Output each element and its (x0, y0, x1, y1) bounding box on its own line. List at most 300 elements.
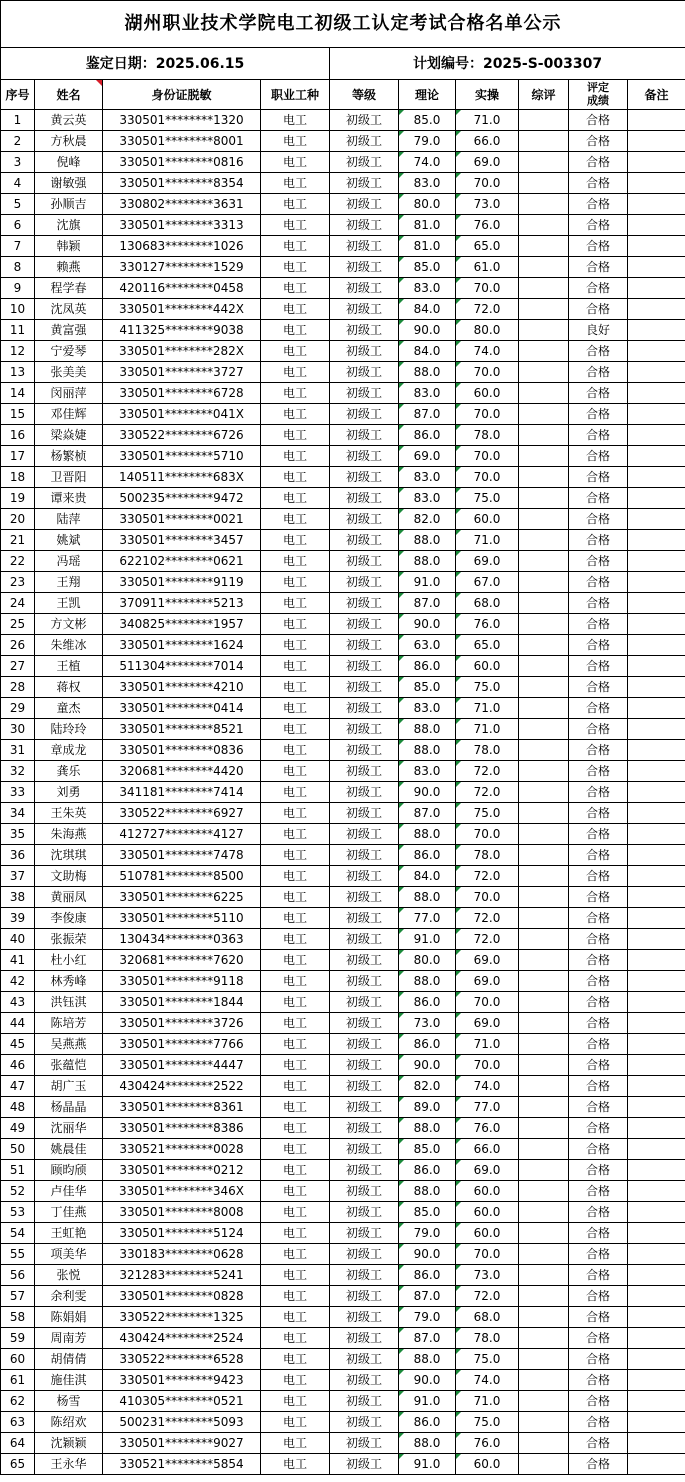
row-result: 合格 (569, 1265, 628, 1286)
row-name: 王翔 (35, 572, 103, 593)
row-remark (628, 530, 685, 551)
row-level: 初级工 (330, 110, 399, 131)
row-index: 21 (1, 530, 35, 551)
row-overall (519, 257, 569, 278)
row-practice-score: 60.0 (456, 1223, 519, 1244)
row-theory-score: 77.0 (399, 908, 456, 929)
row-theory-score: 83.0 (399, 698, 456, 719)
row-index: 38 (1, 887, 35, 908)
row-index: 17 (1, 446, 35, 467)
row-result: 合格 (569, 467, 628, 488)
row-level: 初级工 (330, 1286, 399, 1307)
row-overall (519, 1118, 569, 1139)
row-name: 王凯 (35, 593, 103, 614)
row-index: 23 (1, 572, 35, 593)
row-name: 杨雪 (35, 1391, 103, 1412)
row-occupation: 电工 (261, 1328, 330, 1349)
row-index: 42 (1, 971, 35, 992)
row-theory-score: 86.0 (399, 425, 456, 446)
row-occupation: 电工 (261, 572, 330, 593)
row-practice-score: 78.0 (456, 740, 519, 761)
row-level: 初级工 (330, 698, 399, 719)
row-occupation: 电工 (261, 425, 330, 446)
row-index: 58 (1, 1307, 35, 1328)
row-level: 初级工 (330, 929, 399, 950)
row-practice-score: 74.0 (456, 1370, 519, 1391)
row-occupation: 电工 (261, 404, 330, 425)
table-row (1, 1370, 685, 1391)
row-overall (519, 383, 569, 404)
row-id-masked: 330501********8354 (103, 173, 261, 194)
row-remark (628, 1013, 685, 1034)
row-occupation: 电工 (261, 1076, 330, 1097)
row-theory-score: 88.0 (399, 551, 456, 572)
row-remark (628, 194, 685, 215)
row-level: 初级工 (330, 950, 399, 971)
row-practice-score: 60.0 (456, 656, 519, 677)
row-overall (519, 1244, 569, 1265)
row-result: 合格 (569, 866, 628, 887)
row-practice-score: 69.0 (456, 551, 519, 572)
row-name: 宁爱琴 (35, 341, 103, 362)
row-id-masked: 330501********9423 (103, 1370, 261, 1391)
row-name: 程学春 (35, 278, 103, 299)
row-name: 陈娟娟 (35, 1307, 103, 1328)
row-result: 合格 (569, 1349, 628, 1370)
table-row (1, 740, 685, 761)
row-remark (628, 278, 685, 299)
row-remark (628, 404, 685, 425)
table-row (1, 761, 685, 782)
row-result: 合格 (569, 194, 628, 215)
table-row (1, 131, 685, 152)
row-theory-score: 80.0 (399, 194, 456, 215)
row-name: 周南芳 (35, 1328, 103, 1349)
row-remark (628, 1370, 685, 1391)
row-theory-score: 80.0 (399, 950, 456, 971)
row-result: 合格 (569, 740, 628, 761)
row-name: 方秋晨 (35, 131, 103, 152)
row-theory-score: 91.0 (399, 572, 456, 593)
row-remark (628, 173, 685, 194)
row-index: 29 (1, 698, 35, 719)
row-index: 64 (1, 1433, 35, 1454)
row-index: 1 (1, 110, 35, 131)
row-result: 合格 (569, 341, 628, 362)
row-practice-score: 70.0 (456, 887, 519, 908)
row-theory-score: 90.0 (399, 782, 456, 803)
row-level: 初级工 (330, 194, 399, 215)
row-index: 50 (1, 1139, 35, 1160)
row-remark (628, 572, 685, 593)
row-overall (519, 950, 569, 971)
row-overall (519, 635, 569, 656)
row-practice-score: 74.0 (456, 1076, 519, 1097)
row-practice-score: 75.0 (456, 1349, 519, 1370)
row-result: 合格 (569, 1076, 628, 1097)
row-result: 合格 (569, 383, 628, 404)
row-overall (519, 887, 569, 908)
row-result: 合格 (569, 1391, 628, 1412)
row-practice-score: 74.0 (456, 341, 519, 362)
row-overall (519, 761, 569, 782)
row-level: 初级工 (330, 1454, 399, 1475)
row-practice-score: 70.0 (456, 404, 519, 425)
row-theory-score: 82.0 (399, 1076, 456, 1097)
row-result: 合格 (569, 677, 628, 698)
table-row (1, 446, 685, 467)
row-id-masked: 330501********1624 (103, 635, 261, 656)
header-overall: 综评 (519, 80, 569, 110)
row-overall (519, 551, 569, 572)
row-overall (519, 1328, 569, 1349)
row-remark (628, 845, 685, 866)
row-occupation: 电工 (261, 1433, 330, 1454)
row-overall (519, 740, 569, 761)
header-remark: 备注 (628, 80, 685, 110)
row-occupation: 电工 (261, 971, 330, 992)
row-level: 初级工 (330, 320, 399, 341)
row-theory-score: 84.0 (399, 299, 456, 320)
row-practice-score: 70.0 (456, 446, 519, 467)
row-occupation: 电工 (261, 236, 330, 257)
row-overall (519, 971, 569, 992)
row-index: 30 (1, 719, 35, 740)
row-id-masked: 330501********0212 (103, 1160, 261, 1181)
row-occupation: 电工 (261, 257, 330, 278)
row-index: 45 (1, 1034, 35, 1055)
row-index: 56 (1, 1265, 35, 1286)
row-result: 合格 (569, 530, 628, 551)
row-overall (519, 215, 569, 236)
row-practice-score: 78.0 (456, 425, 519, 446)
row-id-masked: 370911********5213 (103, 593, 261, 614)
row-result: 合格 (569, 1328, 628, 1349)
row-theory-score: 79.0 (399, 1223, 456, 1244)
row-occupation: 电工 (261, 824, 330, 845)
row-index: 59 (1, 1328, 35, 1349)
row-theory-score: 89.0 (399, 1097, 456, 1118)
row-occupation: 电工 (261, 299, 330, 320)
row-result: 合格 (569, 803, 628, 824)
row-remark (628, 1181, 685, 1202)
table-row (1, 551, 685, 572)
row-result: 合格 (569, 929, 628, 950)
row-practice-score: 71.0 (456, 1391, 519, 1412)
row-level: 初级工 (330, 1097, 399, 1118)
row-theory-score: 79.0 (399, 131, 456, 152)
row-remark (628, 1160, 685, 1181)
row-overall (519, 866, 569, 887)
row-remark (628, 887, 685, 908)
row-id-masked: 340825********1957 (103, 614, 261, 635)
row-result: 合格 (569, 488, 628, 509)
row-index: 9 (1, 278, 35, 299)
row-practice-score: 68.0 (456, 1307, 519, 1328)
row-name: 张悦 (35, 1265, 103, 1286)
row-practice-score: 70.0 (456, 1244, 519, 1265)
row-remark (628, 1118, 685, 1139)
row-level: 初级工 (330, 1433, 399, 1454)
row-result: 合格 (569, 992, 628, 1013)
row-result: 合格 (569, 698, 628, 719)
row-result: 合格 (569, 1370, 628, 1391)
row-name: 陈培芳 (35, 1013, 103, 1034)
row-remark (628, 1307, 685, 1328)
row-remark (628, 950, 685, 971)
row-result: 合格 (569, 761, 628, 782)
row-index: 41 (1, 950, 35, 971)
row-id-masked: 330501********0816 (103, 152, 261, 173)
row-theory-score: 88.0 (399, 1181, 456, 1202)
row-index: 44 (1, 1013, 35, 1034)
row-level: 初级工 (330, 404, 399, 425)
row-level: 初级工 (330, 824, 399, 845)
row-name: 刘勇 (35, 782, 103, 803)
row-theory-score: 74.0 (399, 152, 456, 173)
row-theory-score: 86.0 (399, 1265, 456, 1286)
row-theory-score: 88.0 (399, 740, 456, 761)
row-practice-score: 78.0 (456, 1328, 519, 1349)
row-occupation: 电工 (261, 1244, 330, 1265)
row-result: 合格 (569, 1286, 628, 1307)
row-overall (519, 698, 569, 719)
row-occupation: 电工 (261, 1223, 330, 1244)
row-occupation: 电工 (261, 1160, 330, 1181)
row-name: 张美美 (35, 362, 103, 383)
row-level: 初级工 (330, 635, 399, 656)
row-name: 张蕴恺 (35, 1055, 103, 1076)
row-level: 初级工 (330, 845, 399, 866)
row-remark (628, 1412, 685, 1433)
row-practice-score: 69.0 (456, 1013, 519, 1034)
row-id-masked: 330501********8521 (103, 719, 261, 740)
table-row (1, 383, 685, 404)
row-remark (628, 299, 685, 320)
row-remark (628, 551, 685, 572)
row-practice-score: 72.0 (456, 866, 519, 887)
row-name: 朱海燕 (35, 824, 103, 845)
row-remark (628, 320, 685, 341)
row-result: 合格 (569, 1118, 628, 1139)
table-row (1, 1034, 685, 1055)
row-result: 合格 (569, 593, 628, 614)
row-practice-score: 72.0 (456, 1286, 519, 1307)
row-remark (628, 1034, 685, 1055)
row-id-masked: 330501********0828 (103, 1286, 261, 1307)
row-index: 36 (1, 845, 35, 866)
row-result: 合格 (569, 719, 628, 740)
row-result: 合格 (569, 635, 628, 656)
header-result-line2: 成绩 (587, 93, 609, 107)
row-index: 16 (1, 425, 35, 446)
row-overall (519, 320, 569, 341)
table-row (1, 1328, 685, 1349)
row-theory-score: 84.0 (399, 866, 456, 887)
row-remark (628, 1244, 685, 1265)
row-overall (519, 677, 569, 698)
table-row (1, 803, 685, 824)
row-theory-score: 91.0 (399, 1391, 456, 1412)
assessment-date: 鉴定日期：2025.06.15 (1, 48, 330, 80)
row-remark (628, 1139, 685, 1160)
row-name: 赖燕 (35, 257, 103, 278)
row-level: 初级工 (330, 1391, 399, 1412)
row-overall (519, 1412, 569, 1433)
row-level: 初级工 (330, 152, 399, 173)
row-remark (628, 593, 685, 614)
row-id-masked: 330501********8001 (103, 131, 261, 152)
row-result: 合格 (569, 1013, 628, 1034)
row-remark (628, 215, 685, 236)
row-result: 合格 (569, 299, 628, 320)
table-row (1, 1076, 685, 1097)
row-overall (519, 1391, 569, 1412)
table-row (1, 488, 685, 509)
row-result: 合格 (569, 425, 628, 446)
row-result: 合格 (569, 971, 628, 992)
row-practice-score: 75.0 (456, 677, 519, 698)
row-name: 王朱英 (35, 803, 103, 824)
row-level: 初级工 (330, 887, 399, 908)
row-remark (628, 509, 685, 530)
row-level: 初级工 (330, 509, 399, 530)
row-id-masked: 330127********1529 (103, 257, 261, 278)
table-row (1, 278, 685, 299)
row-name: 闵丽萍 (35, 383, 103, 404)
row-level: 初级工 (330, 1160, 399, 1181)
row-result: 合格 (569, 782, 628, 803)
row-occupation: 电工 (261, 362, 330, 383)
row-occupation: 电工 (261, 110, 330, 131)
row-result: 合格 (569, 908, 628, 929)
row-theory-score: 90.0 (399, 1244, 456, 1265)
row-name: 龚乐 (35, 761, 103, 782)
row-practice-score: 72.0 (456, 761, 519, 782)
row-level: 初级工 (330, 1139, 399, 1160)
row-name: 卫晋阳 (35, 467, 103, 488)
row-occupation: 电工 (261, 866, 330, 887)
row-id-masked: 330501********5124 (103, 1223, 261, 1244)
row-name: 沈旗 (35, 215, 103, 236)
row-result: 合格 (569, 110, 628, 131)
row-level: 初级工 (330, 467, 399, 488)
row-id-masked: 330501********5710 (103, 446, 261, 467)
table-row (1, 215, 685, 236)
row-level: 初级工 (330, 551, 399, 572)
row-theory-score: 87.0 (399, 593, 456, 614)
row-occupation: 电工 (261, 677, 330, 698)
table-row (1, 1118, 685, 1139)
row-practice-score: 69.0 (456, 950, 519, 971)
row-index: 60 (1, 1349, 35, 1370)
row-occupation: 电工 (261, 950, 330, 971)
row-id-masked: 411325********9038 (103, 320, 261, 341)
row-remark (628, 425, 685, 446)
row-occupation: 电工 (261, 1139, 330, 1160)
row-index: 43 (1, 992, 35, 1013)
row-level: 初级工 (330, 614, 399, 635)
table-row (1, 1349, 685, 1370)
table-row (1, 1433, 685, 1454)
table-row (1, 1139, 685, 1160)
row-result: 合格 (569, 1307, 628, 1328)
row-name: 施佳淇 (35, 1370, 103, 1391)
row-index: 3 (1, 152, 35, 173)
row-occupation: 电工 (261, 887, 330, 908)
row-name: 陈绍欢 (35, 1412, 103, 1433)
row-theory-score: 90.0 (399, 1055, 456, 1076)
row-index: 25 (1, 614, 35, 635)
row-id-masked: 341181********7414 (103, 782, 261, 803)
table-row (1, 1454, 685, 1475)
row-practice-score: 77.0 (456, 1097, 519, 1118)
row-level: 初级工 (330, 383, 399, 404)
header-name: 姓名 (35, 80, 103, 110)
row-practice-score: 72.0 (456, 908, 519, 929)
table-header-row (1, 80, 685, 110)
row-theory-score: 69.0 (399, 446, 456, 467)
row-name: 洪钰淇 (35, 992, 103, 1013)
row-name: 王植 (35, 656, 103, 677)
table-row (1, 467, 685, 488)
row-overall (519, 1265, 569, 1286)
row-occupation: 电工 (261, 383, 330, 404)
row-theory-score: 91.0 (399, 929, 456, 950)
row-practice-score: 68.0 (456, 593, 519, 614)
row-occupation: 电工 (261, 1454, 330, 1475)
row-index: 46 (1, 1055, 35, 1076)
table-row (1, 1181, 685, 1202)
row-index: 61 (1, 1370, 35, 1391)
row-occupation: 电工 (261, 1055, 330, 1076)
row-theory-score: 81.0 (399, 215, 456, 236)
table-row (1, 614, 685, 635)
header-index: 序号 (1, 80, 35, 110)
row-id-masked: 330183********0628 (103, 1244, 261, 1265)
row-occupation: 电工 (261, 341, 330, 362)
row-result: 合格 (569, 1454, 628, 1475)
row-level: 初级工 (330, 215, 399, 236)
row-remark (628, 131, 685, 152)
row-remark (628, 803, 685, 824)
row-id-masked: 330501********5110 (103, 908, 261, 929)
row-practice-score: 70.0 (456, 467, 519, 488)
row-remark (628, 1454, 685, 1475)
row-overall (519, 236, 569, 257)
row-occupation: 电工 (261, 152, 330, 173)
row-practice-score: 70.0 (456, 173, 519, 194)
header-id: 身份证脱敏 (103, 80, 261, 110)
row-name: 章成龙 (35, 740, 103, 761)
row-id-masked: 320681********4420 (103, 761, 261, 782)
row-id-masked: 330501********282X (103, 341, 261, 362)
row-index: 14 (1, 383, 35, 404)
row-occupation: 电工 (261, 446, 330, 467)
header-result (569, 80, 628, 110)
row-id-masked: 320681********7620 (103, 950, 261, 971)
row-name: 邓佳辉 (35, 404, 103, 425)
row-occupation: 电工 (261, 635, 330, 656)
row-practice-score: 78.0 (456, 845, 519, 866)
row-theory-score: 87.0 (399, 404, 456, 425)
table-row (1, 845, 685, 866)
row-occupation: 电工 (261, 1034, 330, 1055)
row-id-masked: 330501********0414 (103, 698, 261, 719)
row-id-masked: 510781********8500 (103, 866, 261, 887)
row-theory-score: 83.0 (399, 488, 456, 509)
row-result: 合格 (569, 950, 628, 971)
